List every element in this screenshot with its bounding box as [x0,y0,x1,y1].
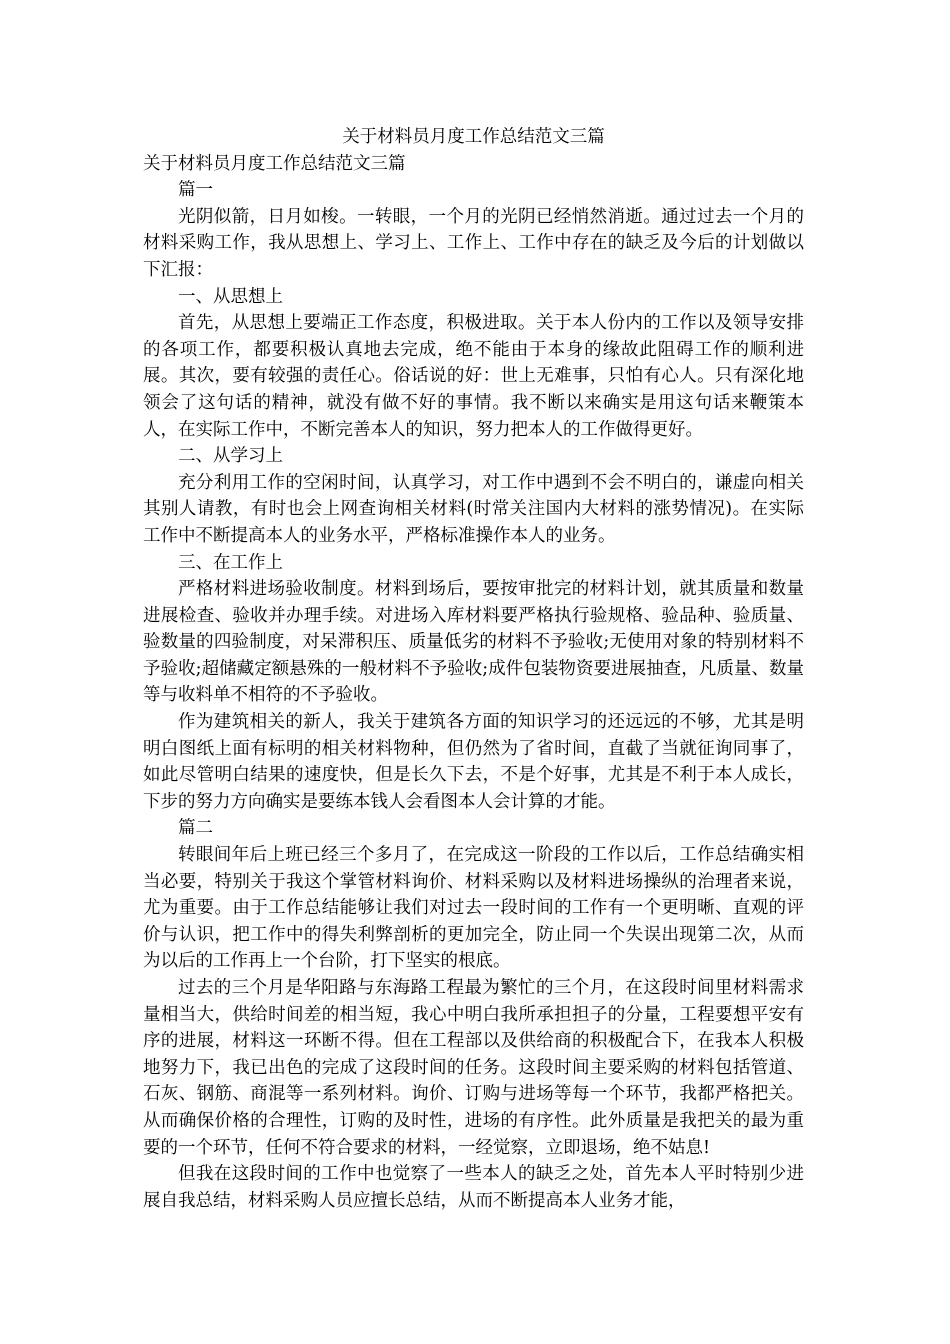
document-subtitle: 关于材料员月度工作总结范文三篇 [143,153,406,174]
paragraph: 但我在这段时间的工作中也觉察了一些本人的缺乏之处，首先本人平时特别少进展自我总结，材料采购人员应擅长总结，从而不断提高本人业务才能， [143,1164,804,1211]
document-body [143,177,804,1214]
paragraph: 首先，从思想上要端正工作态度，积极进取。关于本人份内的工作以及领导安排的各项工作，都要积极认真地去完成，绝不能由于本身的缘故此阻碍工作的顺利进展。其次，要有较强的责任心。俗话说的好：世上无难事，只怕有心人。只有深化地领会了这句话的精神，就没有做不好的事情。我不断以来确实是用这句话来鞭策本人，在实际工作中，不断完善本人的知识，努力把本人的工作做得更好。 [143,313,804,440]
document-title: 关于材料员月度工作总结范文三篇 [342,127,605,147]
section-heading: 一、从思想上 [178,286,283,307]
paragraph: 过去的三个月是华阳路与东海路工程最为繁忙的三个月，在这段时间里材料需求量相当大，供给时间差的相当短，我心中明白我所承担担子的分量，工程要想平安有序的进展，材料这一环断不得。但在工程部以及供给商的积极配合下，在我本人积极地努力下，我已出色的完成了这段时间的任务。这段时间主要采购的材料包括管道、石灰、钢筋、商混等一系列材料。询价、订购与进场等每一个环节，我都严格把关。从而确保价格的合理性，订购的及时性，进场的有序性。此外质量是我把关的最为重要的一个环节，任何不符合要求的材料，一经觉察，立即退场，绝不姑息! [143,978,804,1158]
document-page [143,124,804,1214]
section-heading: 二、从学习上 [178,446,283,467]
section-heading: 三、在工作上 [178,552,283,573]
section-heading: 篇一 [178,180,213,201]
paragraph: 作为建筑相关的新人，我关于建筑各方面的知识学习的还远远的不够，尤其是明明白图纸上面有标明的相关材料物种，但仍然为了省时间，直截了当就征询同事了，如此尽管明白结果的速度快，但是长久下去，不是个好事，尤其是不利于本人成长，下步的努力方向确实是要练本钱人会看图本人会计算的才能。 [143,712,804,812]
paragraph: 转眼间年后上班已经三个多月了，在完成这一阶段的工作以后，工作总结确实相当必要，特别关于我这个掌管材料询价、材料采购以及材料进场操纵的治理者来说，尤为重要。由于工作总结能够让我们对过去一段时间的工作有一个更明晰、直观的评价与认识，把工作中的得失利弊剖析的更加完全，防止同一个失误出现第二次，从而为以后的工作再上一个台阶，打下坚实的根底。 [143,845,804,972]
paragraph: 光阴似箭，日月如梭。一转眼，一个月的光阴已经悄然消逝。通过过去一个月的材料采购工作，我从思想上、学习上、工作上、工作中存在的缺乏及今后的计划做以下汇报： [143,206,804,280]
paragraph: 充分利用工作的空闲时间，认真学习，对工作中遇到不会不明白的，谦虚向相关其别人请教，有时也会上网查询相关材料(时常关注国内大材料的涨势情况)。在实际工作中不断提高本人的业务水平，严格标准操作本人的业务。 [143,472,804,546]
section-heading: 篇二 [178,818,213,839]
paragraph: 严格材料进场验收制度。材料到场后，要按审批完的材料计划，就其质量和数量进展检查、验收并办理手续。对进场入库材料要严格执行验规格、验品种、验质量、验数量的四验制度，对呆滞积压、质量低劣的材料不予验收;无使用对象的特别材料不予验收;超储藏定额悬殊的一般材料不予验收;成件包装物资要进展抽查，凡质量、数量等与收料单不相符的不予验收。 [143,579,804,706]
